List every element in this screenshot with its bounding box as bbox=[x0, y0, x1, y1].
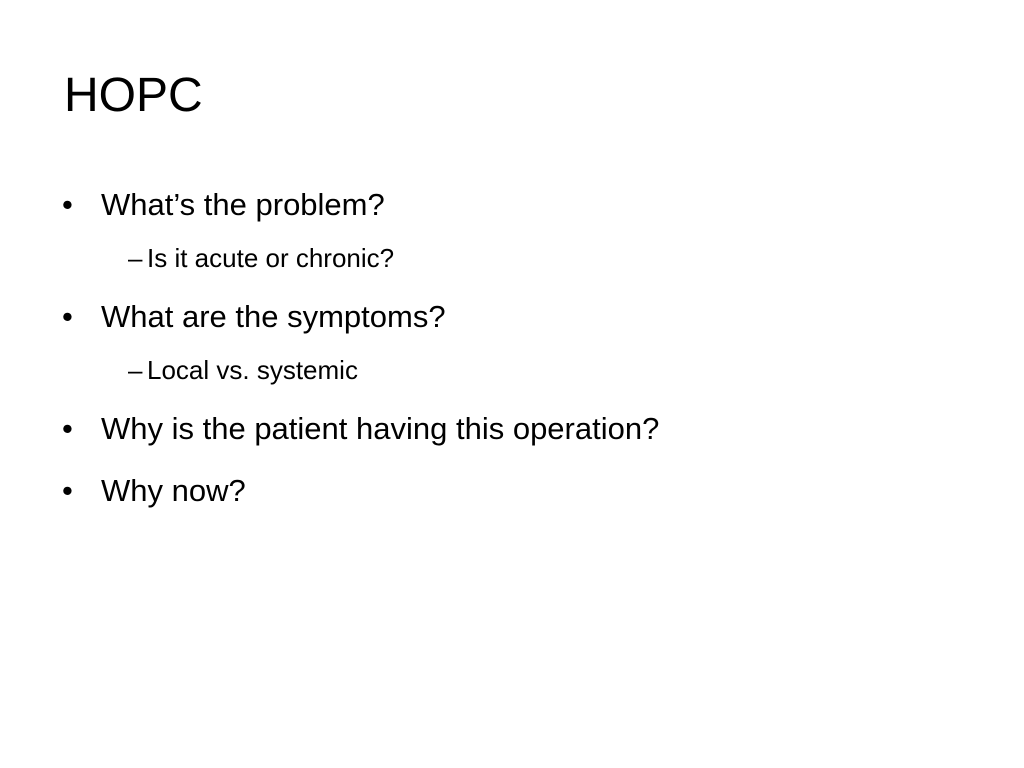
bullet-item-symptoms bbox=[62, 298, 962, 386]
sub-item-acute-chronic bbox=[128, 242, 962, 274]
bullet-text: Why now? bbox=[101, 473, 246, 508]
bullet-item-problem bbox=[62, 186, 962, 274]
dash-icon: – bbox=[128, 355, 143, 385]
bullet-text: What are the symptoms? bbox=[101, 299, 446, 334]
sub-list bbox=[101, 354, 962, 386]
sub-item-text: Is it acute or chronic? bbox=[147, 243, 395, 273]
bullet-item-why-now bbox=[62, 472, 962, 510]
sub-item-local-systemic bbox=[128, 354, 962, 386]
bullet-text: What’s the problem? bbox=[101, 187, 385, 222]
bullet-icon: • bbox=[62, 299, 73, 334]
bullet-text: Why is the patient having this operation? bbox=[101, 411, 660, 446]
slide-title: HOPC bbox=[64, 69, 203, 122]
bullet-item-operation-reason bbox=[62, 410, 962, 448]
sub-list bbox=[101, 242, 962, 274]
bullet-list bbox=[62, 186, 962, 534]
dash-icon: – bbox=[128, 243, 143, 273]
bullet-icon: • bbox=[62, 411, 73, 446]
bullet-icon: • bbox=[62, 187, 73, 222]
sub-item-text: Local vs. systemic bbox=[147, 355, 358, 385]
bullet-icon: • bbox=[62, 473, 73, 508]
